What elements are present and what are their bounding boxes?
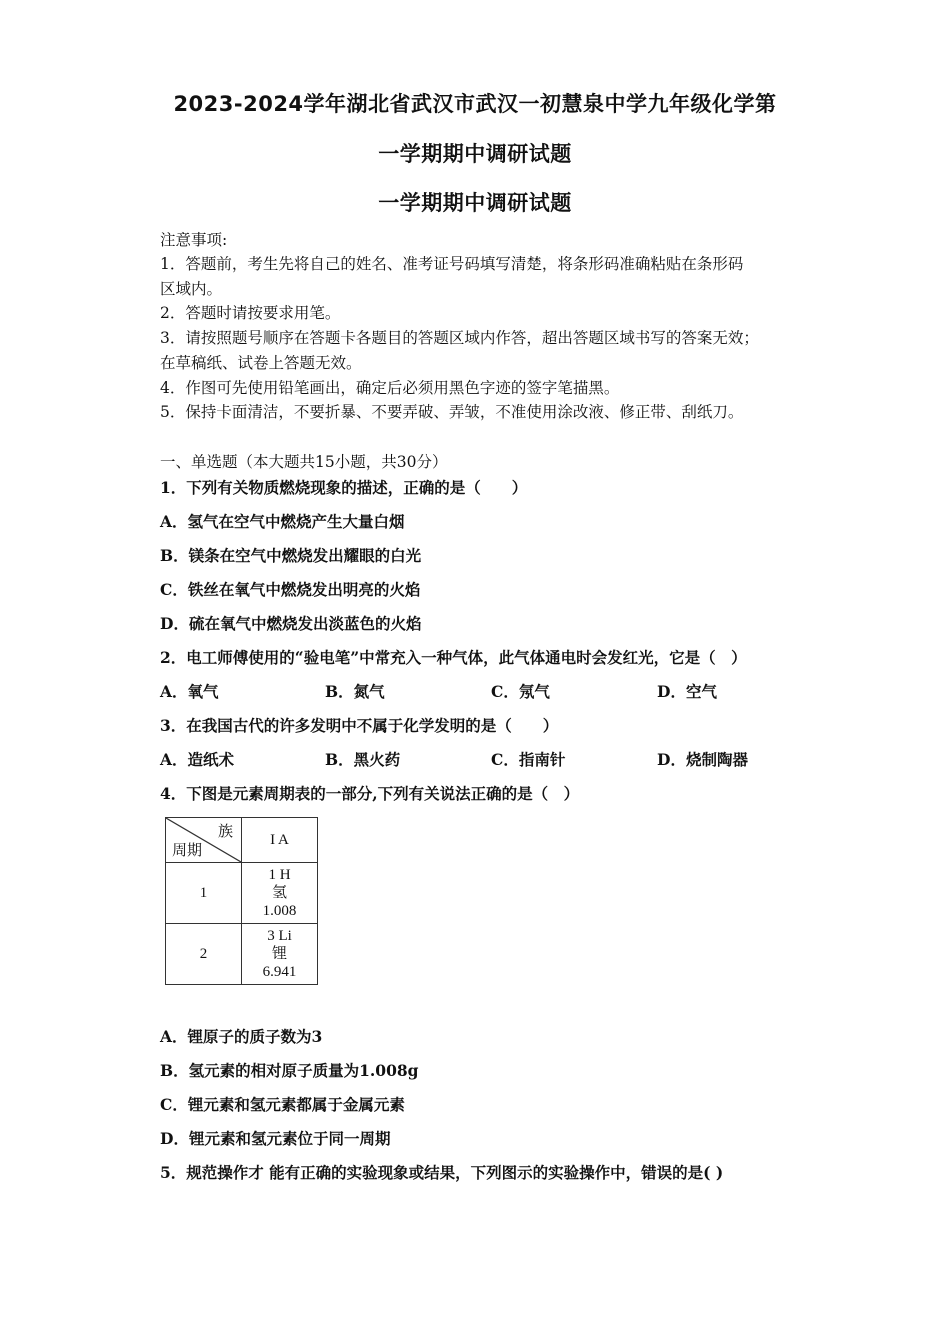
hydrogen-number-symbol: 1 H: [268, 867, 291, 883]
group-ia-header: I A: [242, 818, 318, 863]
notice-item-1a: 1．答题前，考生先将自己的姓名、准考证号码填写清楚，将条形码准确粘贴在条形码: [160, 255, 744, 273]
element-hydrogen-cell: [242, 863, 318, 924]
element-lithium-cell: [242, 924, 318, 985]
table-corner-header: [166, 818, 242, 863]
notice-item-2: 2．答题时请按要求用笔。: [160, 304, 341, 322]
q1-option-c: C．铁丝在氧气中燃烧发出明亮的火焰: [160, 580, 421, 599]
section-heading: 一、单选题（本大题共15小题，共30分）: [160, 453, 448, 471]
q1-option-d: D．硫在氧气中燃烧发出淡蓝色的火焰: [160, 614, 422, 633]
notice-item-1b: 区域内。: [160, 280, 223, 298]
notice-item-3b: 在草稿纸、试卷上答题无效。: [160, 354, 362, 372]
q2-option-a: A．氧气: [160, 682, 219, 701]
page-title-line1: 2023-2024学年湖北省武汉市武汉一初慧泉中学九年级化学第: [173, 92, 777, 116]
notice-item-3a: 3．请按照题号顺序在答题卡各题目的答题区域内作答，超出答题区域书写的答案无效；: [160, 329, 759, 347]
page-title-line3: 一学期期中调研试题: [378, 191, 572, 215]
q1-option-b: B．镁条在空气中燃烧发出耀眼的白光: [160, 546, 422, 565]
q4-option-b: B．氢元素的相对原子质量为1.008g: [160, 1061, 419, 1080]
q2-option-b: B．氮气: [325, 682, 385, 701]
q2-option-d: D．空气: [657, 682, 717, 701]
q3-option-c: C．指南针: [491, 750, 566, 769]
q3-option-d: D．烧制陶器: [657, 750, 748, 769]
q5-stem: 5．规范操作才 能有正确的实验现象或结果，下列图示的实验操作中，错误的是( ): [160, 1163, 724, 1182]
period-2-cell: 2: [166, 924, 242, 985]
q2-stem: 2．电工师傅使用的“验电笔”中常充入一种气体，此气体通电时会发红光，它是（ ）: [160, 648, 747, 667]
header-group-label: 族: [217, 824, 233, 840]
q4-option-c: C．锂元素和氢元素都属于金属元素: [160, 1095, 405, 1114]
hydrogen-mass: 1.008: [262, 903, 297, 919]
q1-option-a: A．氢气在空气中燃烧产生大量白烟: [160, 512, 405, 531]
q4-option-d: D．锂元素和氢元素位于同一周期: [160, 1129, 391, 1148]
periodic-table-excerpt: [165, 817, 318, 985]
lithium-mass: 6.941: [262, 964, 297, 980]
q4-stem: 4．下图是元素周期表的一部分,下列有关说法正确的是（ ）: [160, 784, 580, 803]
notice-heading: 注意事项:: [160, 231, 228, 249]
q1-stem: 1．下列有关物质燃烧现象的描述，正确的是（ ）: [160, 478, 528, 497]
lithium-number-symbol: 3 Li: [267, 928, 292, 944]
notice-item-5: 5．保持卡面清洁，不要折暴、不要弄破、弄皱，不准使用涂改液、修正带、刮纸刀。: [160, 403, 744, 421]
page-title-line2: 一学期期中调研试题: [378, 142, 572, 166]
header-period-label: 周期: [172, 843, 203, 859]
notice-item-4: 4．作图可先使用铅笔画出，确定后必须用黑色字迹的签字笔描黑。: [160, 379, 620, 397]
hydrogen-name: 氢: [271, 885, 287, 901]
q2-option-c: C．氖气: [491, 682, 550, 701]
lithium-name: 锂: [271, 946, 287, 962]
period-1-cell: 1: [166, 863, 242, 924]
q4-option-a: A．锂原子的质子数为3: [160, 1027, 323, 1046]
q3-option-b: B．黑火药: [325, 750, 401, 769]
q3-stem: 3．在我国古代的许多发明中不属于化学发明的是（ ）: [160, 716, 559, 735]
q3-option-a: A．造纸术: [160, 750, 235, 769]
